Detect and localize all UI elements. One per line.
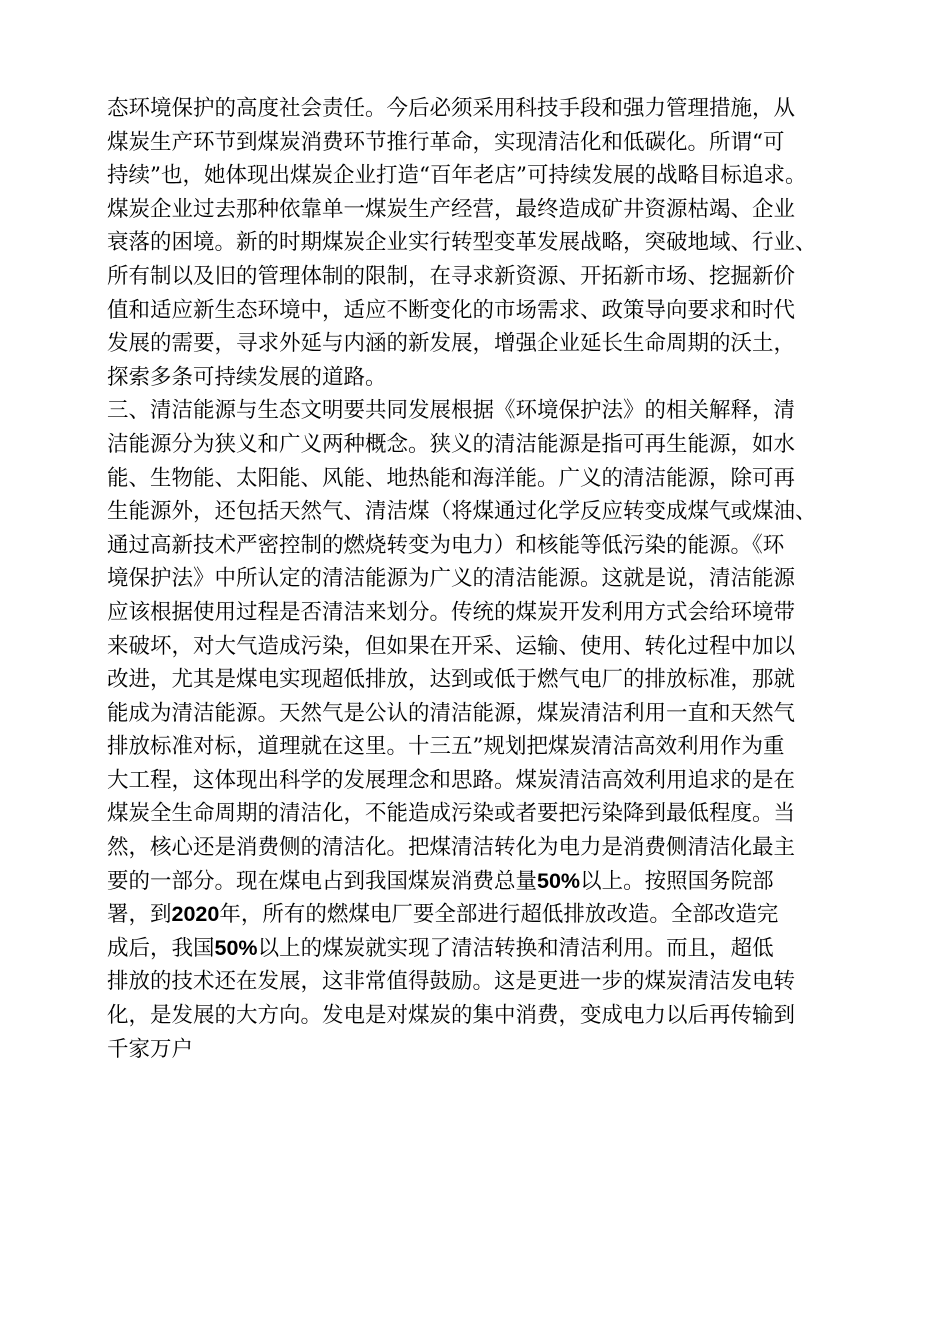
text-line: 来破坏，对大气造成污染，但如果在开采、运输、使用、转化过程中加以 <box>107 633 796 659</box>
text-segment: 以上的煤炭就实现了清洁转换和清洁利用。而且，超低 <box>257 935 774 961</box>
text-line: 衰落的困境。新的时期煤炭企业实行转型变革发展战略，突破地域、行业、 <box>107 230 817 256</box>
text-line: 持续”也，她体现出煤炭企业打造“百年老店”可持续发展的战略目标追求。 <box>107 163 807 189</box>
text-segment: 成后，我国 <box>107 935 215 961</box>
text-line: 能、生物能、太阳能、风能、地热能和海洋能。广义的清洁能源，除可再 <box>107 465 796 491</box>
text-line: 然，核心还是消费侧的清洁化。把煤清洁转化为电力是消费侧清洁化最主 <box>107 835 796 861</box>
text-segment: 以上。按照国务院部 <box>580 868 774 894</box>
text-line <box>107 898 867 932</box>
text-line: 发展的需要，寻求外延与内涵的新发展，增强企业延长生命周期的沃土， <box>107 331 796 357</box>
year-number: 2020 <box>171 902 220 927</box>
text-line: 所有制以及旧的管理体制的限制，在寻求新资源、开拓新市场、挖掘新价 <box>107 263 796 289</box>
share-percent: 50% <box>537 868 581 893</box>
text-line: 通过高新技术严密控制的燃烧转变为电力）和核能等低污染的能源。《环 <box>107 532 785 558</box>
text-line: 排放标准对标，道理就在这里。十三五”规划把煤炭清洁高效利用作为重 <box>107 734 785 760</box>
text-line <box>107 865 867 899</box>
text-segment: 年，所有的燃煤电厂要全部进行超低排放改造。全部改造完 <box>219 902 779 928</box>
text-line: 改进，尤其是煤电实现超低排放，达到或低于燃气电厂的排放标准，那就 <box>107 667 796 693</box>
text-line: 煤炭企业过去那种依靠单一煤炭生产经营，最终造成矿井资源枯竭、企业 <box>107 196 796 222</box>
text-line: 探索多条可持续发展的道路。 <box>107 364 387 390</box>
text-line: 排放的技术还在发展，这非常值得鼓励。这是更进一步的煤炭清洁发电转 <box>107 969 796 995</box>
section-heading-line: 三、清洁能源与生态文明要共同发展根据《环境保护法》的相关解释，清 <box>107 398 796 424</box>
text-line <box>107 932 867 966</box>
text-line: 洁能源分为狭义和广义两种概念。狭义的清洁能源是指可再生能源，如水 <box>107 431 796 457</box>
text-line: 能成为清洁能源。天然气是公认的清洁能源，煤炭清洁利用一直和天然气 <box>107 700 796 726</box>
text-line: 值和适应新生态环境中，适应不断变化的市场需求、政策导向要求和时代 <box>107 297 796 323</box>
text-line: 态环境保护的高度社会责任。今后必须采用科技手段和强力管理措施，从 <box>107 96 796 121</box>
share-percent: 50% <box>214 935 258 960</box>
text-line: 化，是发展的大方向。发电是对煤炭的集中消费，变成电力以后再传输到 <box>107 1003 796 1029</box>
text-line: 大工程，这体现出科学的发展理念和思路。煤炭清洁高效利用追求的是在 <box>107 767 796 793</box>
text-segment: 署，到 <box>107 902 172 928</box>
text-line: 千家万户 <box>107 1036 194 1062</box>
text-line: 境保护法》中所认定的清洁能源为广义的清洁能源。这就是说，清洁能源 <box>107 566 796 592</box>
text-line: 煤炭生产环节到煤炭消费环节推行革命，实现清洁化和低碳化。所谓“可 <box>107 129 785 155</box>
text-segment: 要的一部分。现在煤电占到我国煤炭消费总量 <box>107 868 538 894</box>
text-line: 生能源外，还包括天然气、清洁煤（将煤通过化学反应转变成煤气或煤油、 <box>107 499 817 525</box>
document-body <box>107 92 867 1066</box>
text-line: 煤炭全生命周期的清洁化，不能造成污染或者要把污染降到最低程度。当 <box>107 801 796 827</box>
text-line: 应该根据使用过程是否清洁来划分。传统的煤炭开发利用方式会给环境带 <box>107 599 796 625</box>
